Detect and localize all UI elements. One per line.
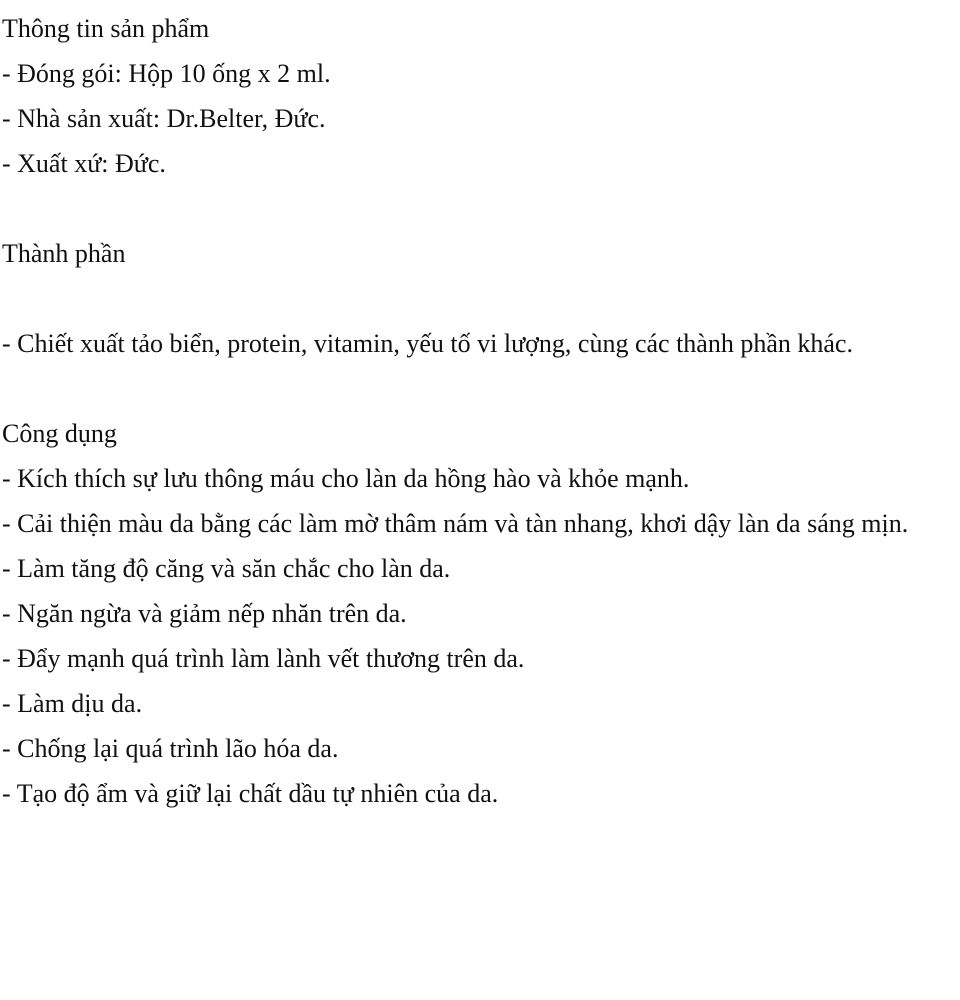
list-item: - Ngăn ngừa và giảm nếp nhăn trên da.	[2, 599, 407, 628]
spacer	[2, 186, 960, 231]
section-title-product-info: Thông tin sản phẩm	[2, 14, 210, 43]
section-title-uses: Công dụng	[2, 419, 117, 448]
spacer	[2, 366, 960, 411]
list-item: - Đóng gói: Hộp 10 ống x 2 ml.	[2, 59, 331, 88]
list-item: - Cải thiện màu da bằng các làm mờ thâm nám và tàn nhang, khơi dậy làn da sáng mịn.	[2, 509, 909, 538]
spacer	[2, 276, 960, 321]
section-title-ingredients: Thành phần	[2, 239, 126, 268]
list-item: - Xuất xứ: Đức.	[2, 149, 166, 178]
list-item: - Kích thích sự lưu thông máu cho làn da hồng hào và khỏe mạnh.	[2, 464, 690, 493]
list-item: - Chiết xuất tảo biển, protein, vitamin, yếu tố vi lượng, cùng các thành phần khác.	[2, 329, 853, 358]
list-item: - Đẩy mạnh quá trình làm lành vết thương trên da.	[2, 644, 525, 673]
list-item: - Tạo độ ẩm và giữ lại chất dầu tự nhiên của da.	[2, 779, 499, 808]
list-item: - Chống lại quá trình lão hóa da.	[2, 734, 339, 763]
list-item: - Làm dịu da.	[2, 689, 143, 718]
list-item: - Nhà sản xuất: Dr.Belter, Đức.	[2, 104, 326, 133]
list-item: - Làm tăng độ căng và săn chắc cho làn da.	[2, 554, 451, 583]
